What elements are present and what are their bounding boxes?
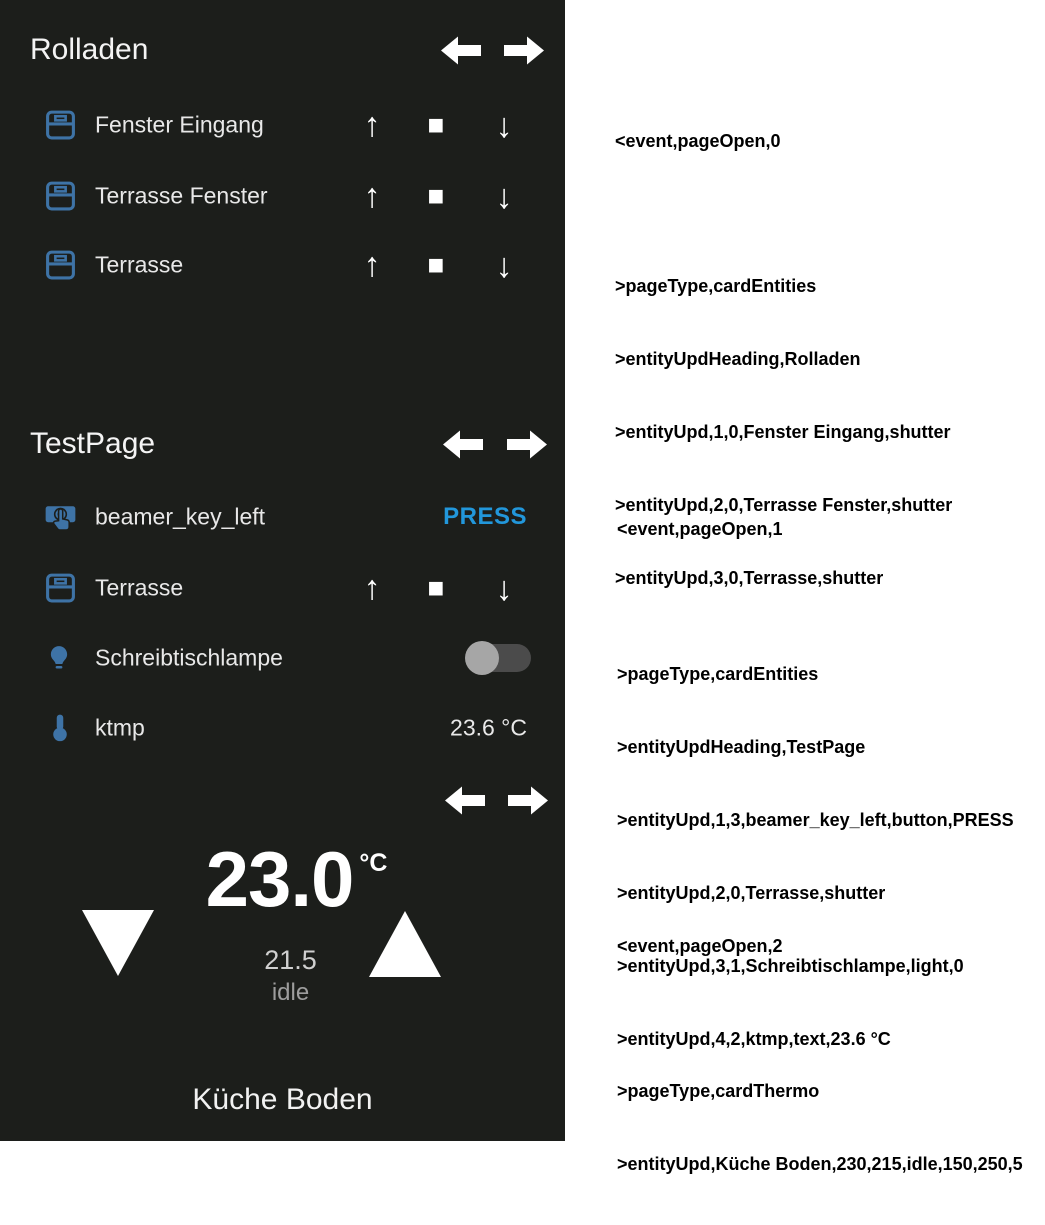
- console-line: >pageType,cardEntities: [617, 664, 819, 685]
- entity-label: Schreibtischlampe: [95, 644, 283, 671]
- entity-value: 23.6 °C: [450, 714, 527, 741]
- console-line: >entityUpd,1,3,beamer_key_left,button,PRESS: [617, 810, 1014, 831]
- window-shutter-icon: [44, 179, 77, 213]
- shutter-stop-button[interactable]: ■: [417, 174, 455, 218]
- entity-label: Terrasse Fenster: [95, 182, 268, 209]
- shutter-stop-button[interactable]: ■: [417, 566, 455, 610]
- console-line: >entityUpd,3,0,Terrasse,shutter: [615, 567, 884, 588]
- console-block: [617, 885, 1023, 1225]
- temperature-value: 23.0: [205, 835, 354, 923]
- arrow-left-icon: [445, 785, 485, 816]
- shutter-stop-button[interactable]: ■: [417, 243, 455, 287]
- entity-row: [0, 243, 565, 287]
- setpoint-value: 21.5: [264, 945, 317, 975]
- nav-prev-button[interactable]: [445, 785, 485, 816]
- entity-row: [0, 103, 565, 147]
- entity-row: [0, 706, 565, 750]
- arrow-right-icon: [507, 429, 547, 460]
- window-shutter-icon: [44, 108, 77, 142]
- thermostat-state: idle: [271, 979, 310, 1006]
- nav-next-button[interactable]: [508, 785, 548, 816]
- toggle-knob: [465, 641, 499, 675]
- nav-prev-button[interactable]: [441, 35, 481, 66]
- entity-label: Terrasse: [95, 251, 184, 278]
- arrow-right-icon: [504, 35, 544, 66]
- console-line: >entityUpdHeading,TestPage: [617, 737, 866, 758]
- console-line: >entityUpd,2,0,Terrasse,shutter: [617, 883, 886, 904]
- page-title: Rolladen: [30, 33, 149, 66]
- window-shutter-icon: [44, 248, 77, 282]
- entity-row: [0, 495, 565, 539]
- arrow-left-icon: [443, 429, 483, 460]
- entity-row: [0, 566, 565, 610]
- shutter-down-button[interactable]: ↓: [485, 243, 523, 287]
- shutter-up-button[interactable]: ↑: [353, 103, 391, 147]
- console-line: >entityUpd,3,1,Schreibtischlampe,light,0: [617, 955, 964, 976]
- console-line: >pageType,cardEntities: [615, 276, 817, 297]
- nav-prev-button[interactable]: [443, 429, 483, 460]
- current-temperature: [14, 835, 579, 923]
- console-line: [617, 1006, 1023, 1030]
- shutter-down-button[interactable]: ↓: [485, 103, 523, 147]
- entity-label: Fenster Eingang: [95, 111, 264, 138]
- gesture-tap-button-icon: [44, 500, 77, 534]
- arrow-left-icon: [441, 35, 481, 66]
- console-line: >entityUpd,1,0,Fenster Eingang,shutter: [615, 422, 951, 443]
- temperature-unit: °C: [359, 849, 388, 877]
- entity-label: ktmp: [95, 714, 145, 741]
- console-line: >pageType,cardThermo: [617, 1081, 820, 1102]
- press-button[interactable]: PRESS: [443, 503, 527, 530]
- console-line: <event,pageOpen,2: [617, 935, 783, 956]
- console-line: [617, 589, 1014, 613]
- console-line: >entityUpdHeading,Rolladen: [615, 349, 861, 370]
- nav-next-button[interactable]: [504, 35, 544, 66]
- arrow-right-icon: [508, 785, 548, 816]
- thermostat-title: Küche Boden: [192, 1083, 373, 1116]
- lightbulb-icon: [44, 643, 74, 673]
- nav-next-button[interactable]: [507, 429, 547, 460]
- console-line: >entityUpd,2,0,Terrasse Fenster,shutter: [615, 495, 953, 516]
- shutter-down-button[interactable]: ↓: [485, 566, 523, 610]
- thermometer-icon: [46, 710, 74, 746]
- entity-label: Terrasse: [95, 574, 184, 601]
- entity-label: beamer_key_left: [95, 503, 266, 530]
- console-line: <event,pageOpen,1: [617, 518, 783, 539]
- entity-row: [0, 174, 565, 218]
- window-shutter-icon: [44, 571, 77, 605]
- page-title: TestPage: [30, 427, 156, 460]
- console-line: <event,pageOpen,0: [615, 130, 781, 151]
- shutter-up-button[interactable]: ↑: [353, 174, 391, 218]
- light-toggle[interactable]: [465, 641, 531, 675]
- console-line: >entityUpd,4,2,ktmp,text,23.6 °C: [617, 1028, 891, 1049]
- console-line: [615, 201, 952, 225]
- shutter-down-button[interactable]: ↓: [485, 174, 523, 218]
- shutter-stop-button[interactable]: ■: [417, 103, 455, 147]
- console-line: >entityUpd,Küche Boden,230,215,idle,150,250,5: [617, 1154, 1023, 1175]
- shutter-up-button[interactable]: ↑: [353, 243, 391, 287]
- shutter-up-button[interactable]: ↑: [353, 566, 391, 610]
